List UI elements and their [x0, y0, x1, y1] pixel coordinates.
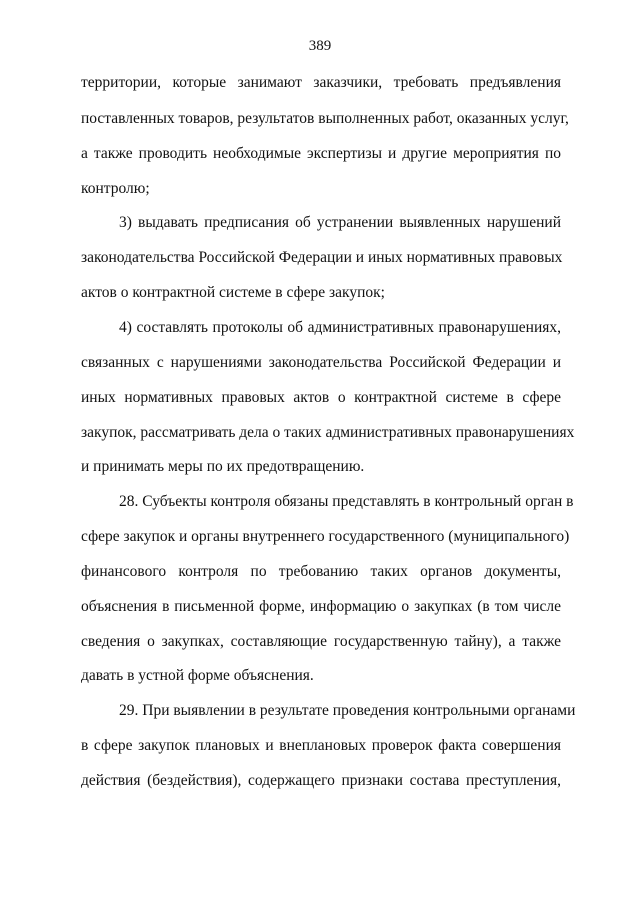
text-line: связанных с нарушениями законодательства Российской Федерации и [81, 354, 561, 371]
text-line: финансового контроля по требованию таких органов документы, [81, 563, 561, 580]
text-line: сведения о закупках, составляющие государственную тайну), а также [81, 633, 561, 650]
text-line: сфере закупок и органы внутреннего государственного (муниципального) [81, 528, 570, 545]
text-line: законодательства Российской Федерации и иных нормативных правовых [81, 249, 563, 266]
text-line: актов о контрактной системе в сфере закупок; [81, 284, 385, 301]
text-line: в сфере закупок плановых и внеплановых проверок факта совершения [81, 737, 561, 754]
text-line: действия (бездействия), содержащего признаки состава преступления, [81, 772, 561, 789]
text-line: давать в устной форме объяснения. [81, 667, 314, 684]
text-line: 28. Субъекты контроля обязаны представлять в контрольный орган в [119, 493, 574, 510]
text-line: 4) составлять протоколы об административных правонарушениях, [119, 319, 561, 336]
page-number: 389 [308, 38, 332, 54]
text-line: территории, которые занимают заказчики, требовать предъявления [81, 74, 561, 91]
text-line: поставленных товаров, результатов выполненных работ, оказанных услуг, [81, 110, 569, 127]
text-line: 29. При выявлении в результате проведения контрольными органами [119, 702, 576, 719]
text-line: 3) выдавать предписания об устранении выявленных нарушений [119, 214, 561, 231]
text-line: закупок, рассматривать дела о таких административных правонарушениях [81, 424, 575, 441]
text-line: иных нормативных правовых актов о контрактной системе в сфере [81, 389, 561, 406]
text-line: объяснения в письменной форме, информацию о закупках (в том числе [81, 598, 561, 615]
text-line: контролю; [81, 180, 150, 197]
text-line: а также проводить необходимые экспертизы и другие мероприятия по [81, 145, 561, 162]
text-line: и принимать меры по их предотвращению. [81, 458, 365, 475]
